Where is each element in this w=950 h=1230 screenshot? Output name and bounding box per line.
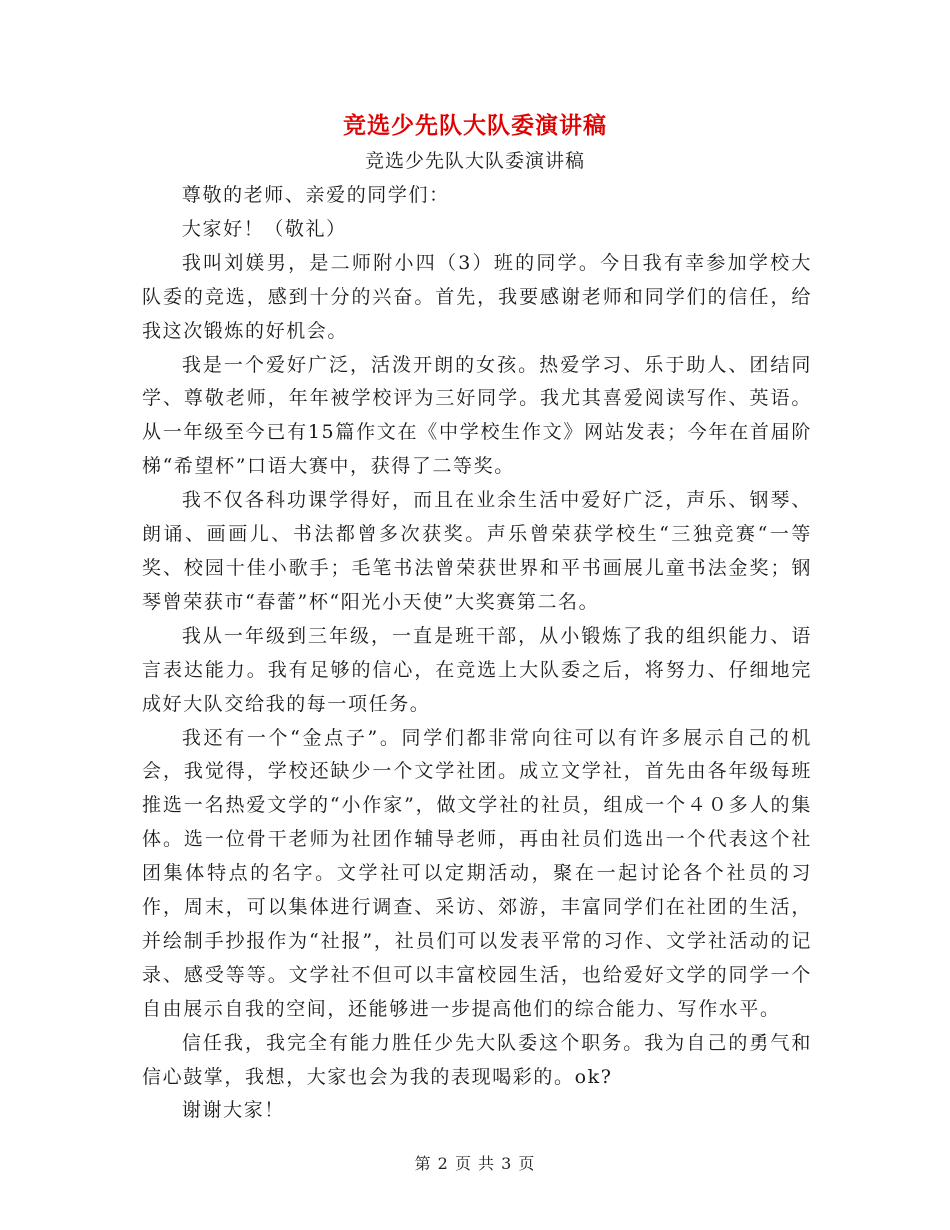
document-title: 竞选少先队大队委演讲稿 (343, 112, 607, 139)
proposal-paragraph: 我还有一个“金点子”。同学们都非常向往可以有许多展示自己的机会，我觉得，学校还缺少一个文学社团。成立文学社，首先由各年级每班推选一名热爱文学的“小作家”，做文学社的社员，组成一个４０多人的集体。选一位骨干老师为社团作辅导老师，再由社员们选出一个代表这个社团集体特点的名字。文学社可以定期活动，聚在一起讨论各个社员的习作，周末，可以集体进行调查、采访、郊游，丰富同学们在社团的生活，并绘制手抄报作为“社报”，社员们可以发表平常的习作、文学社活动的记录、感受等等。文学社不但可以丰富校园生活，也给爱好文学的同学一个自由展示自我的空间，还能够进一步提高他们的综合能力、写作水平。 (142, 726, 812, 1020)
confidence-paragraph: 信任我，我完全有能力胜任少先大队委这个职务。我为自己的勇气和信心鼓掌，我想，大家也会为我的表现喝彩的。ok? (142, 1031, 812, 1088)
thanks-paragraph: 谢谢大家！ (181, 1099, 285, 1122)
document-body (142, 179, 812, 1128)
leadership-paragraph: 我从一年级到三年级，一直是班干部，从小锻炼了我的组织能力、语言表达能力。我有足够的信心，在竞选上大队委之后，将努力、仔细地完成好大队交给我的每一项任务。 (142, 624, 812, 715)
salute-paragraph: 大家好！（敬礼） (181, 217, 347, 240)
greeting-paragraph: 尊敬的老师、亲爱的同学们： (181, 184, 450, 206)
intro-paragraph: 我叫刘媄男，是二师附小四（3）班的同学。今日我有幸参加学校大队委的竞选，感到十分的兴奋。首先，我要感谢老师和同学们的信任，给我这次锻炼的好机会。 (142, 251, 812, 342)
document-subtitle: 竞选少先队大队委演讲稿 (364, 150, 585, 172)
page-number-footer: 第 2 页 共 3 页 (414, 1154, 536, 1173)
hobbies-paragraph: 我不仅各科功课学得好，而且在业余生活中爱好广泛，声乐、钢琴、朗诵、画画儿、书法都曾多次获奖。声乐曾荣获学校生“三独竞赛“一等奖、校园十佳小歌手；毛笔书法曾荣获世界和平书画展儿童书法金奖；钢琴曾荣获市“春蕾”杯“阳光小天使”大奖赛第二名。 (142, 489, 812, 613)
personality-paragraph: 我是一个爱好广泛，活泼开朗的女孩。热爱学习、乐于助人、团结同学、尊敬老师，年年被学校评为三好同学。我尤其喜爱阅读写作、英语。从一年级至今已有15篇作文在《中学校生作文》网站发表；今年在首届阶梯“希望杯”口语大赛中，获得了二等奖。 (142, 353, 812, 478)
